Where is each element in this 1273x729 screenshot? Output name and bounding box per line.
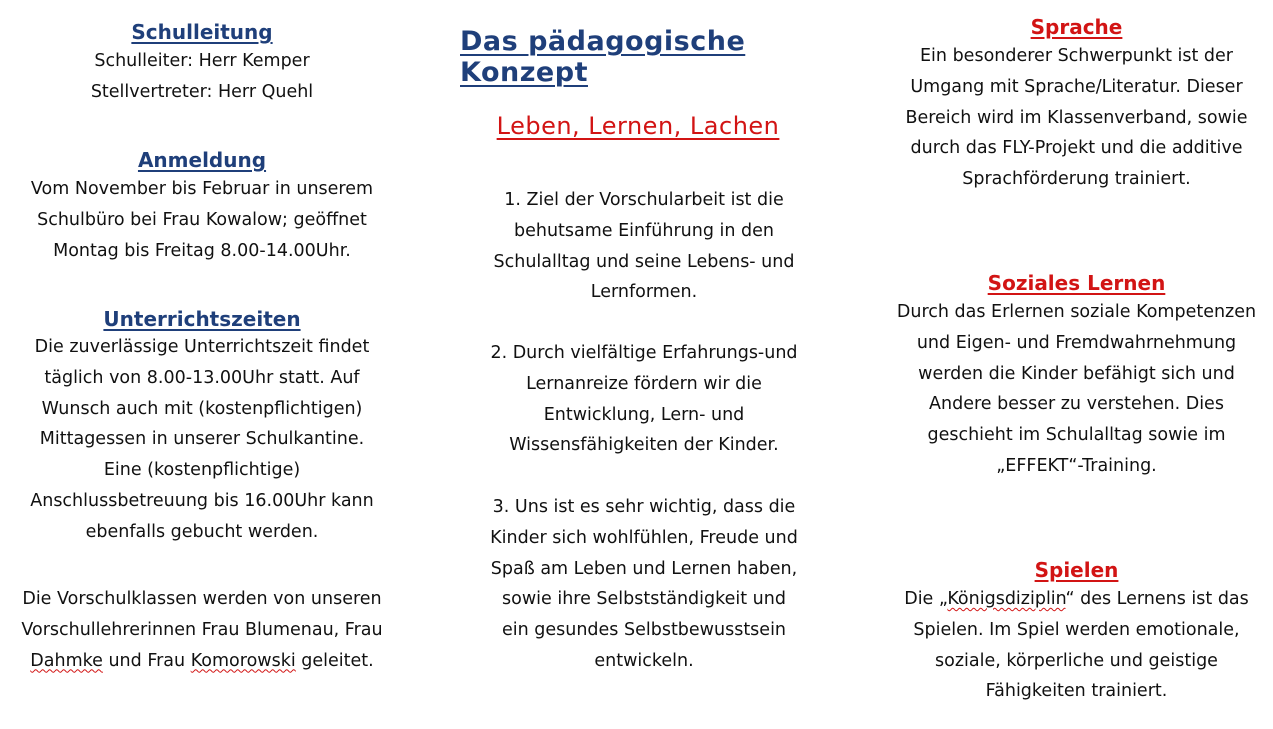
concept-line: 3. Uns ist es sehr wichtig, dass die xyxy=(492,497,796,517)
schulleitung-section xyxy=(0,20,404,108)
name-komorowski: Komorowski xyxy=(190,650,296,671)
spielen-line xyxy=(880,584,1273,615)
concept-line: Schulalltag und seine Lebens- und xyxy=(493,251,795,272)
sprache-line: Bereich wird im Klassenverband, sowie xyxy=(905,107,1248,128)
unterricht-line: täglich von 8.00-13.00Uhr statt. Auf xyxy=(44,367,360,388)
spielen-line: Fähigkeiten trainiert. xyxy=(985,681,1168,702)
soziales-line: und Eigen- und Fremdwahrnehmung xyxy=(916,332,1237,353)
unterrichtszeiten-section xyxy=(0,307,404,548)
vorschule-line: Vorschullehrerinnen Frau Blumenau, Frau xyxy=(21,619,383,640)
concept-line: entwickeln. xyxy=(594,650,694,671)
sprache-line: Umgang mit Sprache/Literatur. Dieser xyxy=(910,76,1243,97)
soziales-line: Durch das Erlernen soziale Kompetenzen xyxy=(896,302,1257,322)
unterricht-line: Mittagessen in unserer Schulkantine. xyxy=(39,429,365,450)
anmeldung-line: Vom November bis Februar in unserem xyxy=(30,179,374,199)
sprache-section xyxy=(880,15,1273,195)
schulleitung-heading: Schulleitung xyxy=(131,20,273,44)
concept-line: ein gesundes Selbstbewusstsein xyxy=(501,620,787,641)
concept-line: behutsame Einführung in den xyxy=(513,220,775,241)
unterricht-line: Eine (kostenpflichtige) xyxy=(103,460,301,481)
unterricht-line: Wunsch auch mit (kostenpflichtigen) xyxy=(41,398,363,419)
spielen-line: soziale, körperliche und geistige xyxy=(935,650,1218,671)
koenigsdiziplin-word: Königsdiziplin xyxy=(947,589,1066,609)
concept-line: Entwicklung, Lern- und xyxy=(543,404,745,425)
soziales-line: geschieht im Schulalltag sowie im xyxy=(927,425,1226,446)
anmeldung-line: Schulbüro bei Frau Kowalow; geöffnet xyxy=(37,209,367,230)
anmeldung-line: Montag bis Freitag 8.00-14.00Uhr. xyxy=(53,240,351,261)
anmeldung-heading: Anmeldung xyxy=(137,148,267,172)
unterricht-line: ebenfalls gebucht werden. xyxy=(85,521,319,542)
vorschule-line: Die Vorschulklassen werden von unseren xyxy=(22,589,382,609)
soziales-section xyxy=(880,271,1273,482)
spielen-text: “ des Lernens ist das xyxy=(1065,589,1249,609)
concept-item-2 xyxy=(460,338,828,461)
soziales-line: Andere besser zu verstehen. Dies xyxy=(929,394,1224,415)
spielen-line: Spielen. Im Spiel werden emotionale, xyxy=(913,619,1240,640)
anmeldung-section xyxy=(0,148,404,266)
concept-line: sowie ihre Selbstständigkeit und xyxy=(502,589,786,610)
spielen-text: Die „ xyxy=(904,589,948,609)
vorschule-text: und Frau xyxy=(102,650,191,671)
page-title: Das pädagogische Konzept xyxy=(460,26,746,88)
unterricht-line: Die zuverlässige Unterrichtszeit findet xyxy=(34,337,370,357)
schulleiter-line: Schulleiter: Herr Kemper xyxy=(94,51,310,71)
spielen-heading: Spielen xyxy=(1034,558,1119,582)
name-dahmke: Dahmke xyxy=(30,650,103,671)
concept-line: Lernanreize fördern wir die xyxy=(526,373,762,394)
concept-line: Spaß am Leben und Lernen haben, xyxy=(490,558,798,579)
sprache-line: Ein besonderer Schwerpunkt ist der xyxy=(920,46,1233,66)
spielen-section xyxy=(880,558,1273,707)
concept-item-3 xyxy=(460,492,828,677)
concept-line: 1. Ziel der Vorschularbeit ist die xyxy=(504,190,784,210)
sprache-line: durch das FLY-Projekt und die additive xyxy=(910,138,1243,159)
vorschule-text: geleitet. xyxy=(295,650,374,671)
vorschule-line xyxy=(0,646,404,677)
concept-line: Kinder sich wohlfühlen, Freude und xyxy=(490,527,798,548)
vorschule-section xyxy=(0,584,404,676)
concept-line: 2. Durch vielfältige Erfahrungs-und xyxy=(490,343,798,363)
unterricht-line: Anschlussbetreuung bis 16.00Uhr kann xyxy=(30,490,374,511)
concept-line: Wissensfähigkeiten der Kinder. xyxy=(509,435,779,456)
soziales-line: werden die Kinder befähigt sich und xyxy=(918,363,1235,384)
soziales-line: „EFFEKT“-Training. xyxy=(996,455,1157,476)
stellvertreter-line: Stellvertreter: Herr Quehl xyxy=(90,81,314,102)
sprache-heading: Sprache xyxy=(1030,15,1123,39)
unterrichtszeiten-heading: Unterrichtszeiten xyxy=(103,307,301,331)
concept-item-1 xyxy=(460,185,828,308)
page-subtitle: Leben, Lernen, Lachen xyxy=(496,112,780,140)
soziales-heading: Soziales Lernen xyxy=(987,271,1166,295)
concept-line: Lernformen. xyxy=(590,282,698,303)
sprache-line: Sprachförderung trainiert. xyxy=(962,169,1191,190)
